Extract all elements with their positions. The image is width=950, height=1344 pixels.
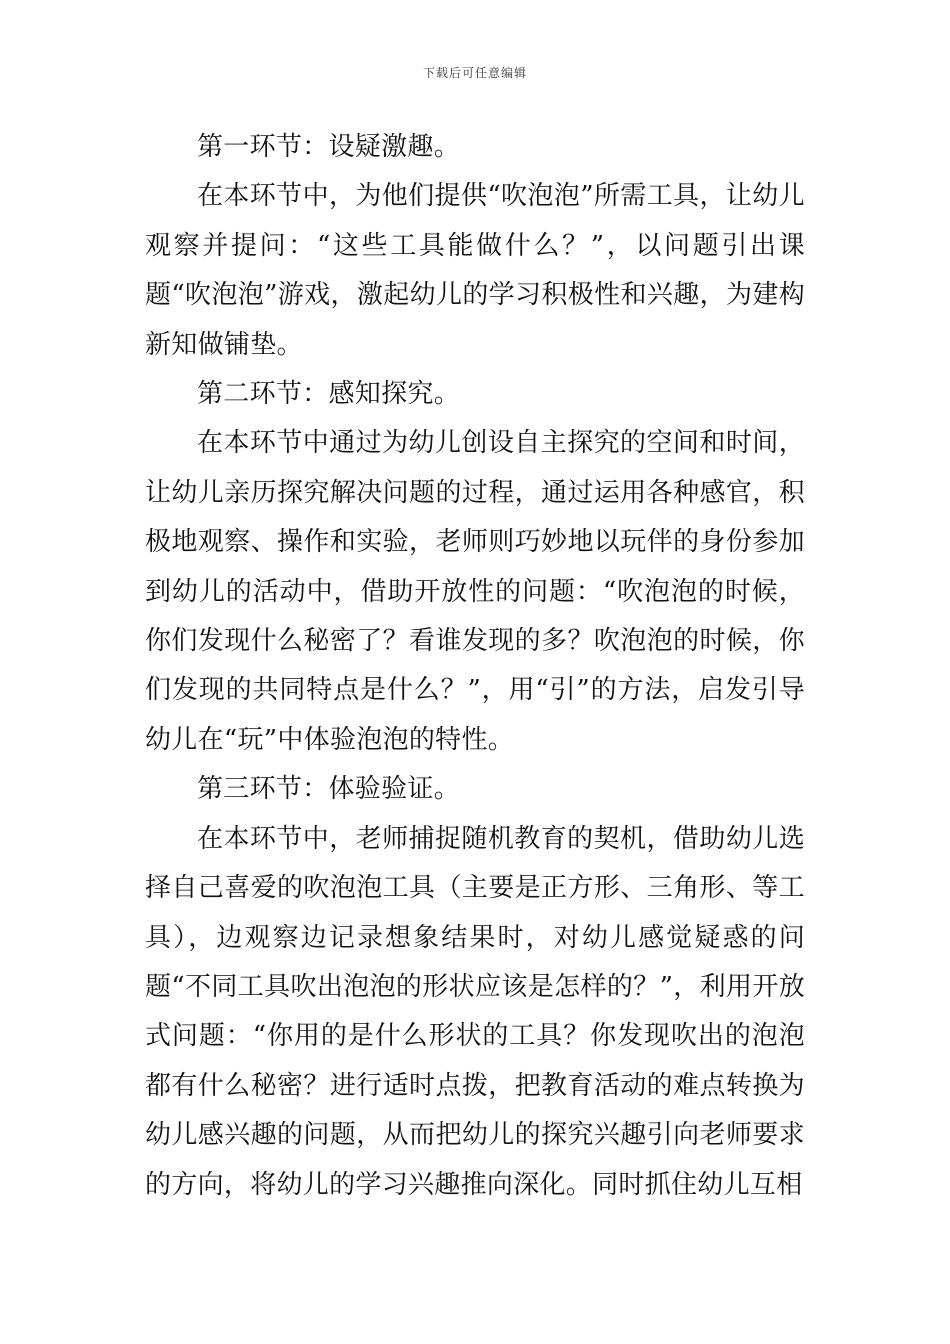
section-heading-1: 第一环节：设疑激趣。	[197, 132, 461, 162]
header-note: 下载后可任意编辑	[422, 66, 527, 80]
section-heading-2: 第二环节：感知探究。	[197, 379, 461, 410]
paragraph-3: 在本环节中，老师捕捉随机教育的契机，借助幼儿选择自己喜爱的吹泡泡工具（主要是正方形、三角形、等工具），边观察边记录想象结果时，对幼儿感觉疑惑的问题“不同工具吹出泡泡的形状应该是怎样的？”，利用开放式问题：“你用的是什么形状的工具？你发现吹出的泡泡都有什么秘密？进行适时点拨，把教育活动的难点转换为幼儿感兴趣的问题，从而把幼儿的探究兴趣引向老师要求的方向，将幼儿的学习兴趣推向深化。同时抓住幼儿互相	[145, 823, 805, 1200]
paragraph-2: 在本环节中通过为幼儿创设自主探究的空间和时间，让幼儿亲历探究解决问题的过程，通过运用各种感官，积极地观察、操作和实验，老师则巧妙地以玩伴的身份参加到幼儿的活动中，借助开放性的问题：“吹泡泡的时候，你们发现什么秘密了？看谁发现的多？吹泡泡的时候，你们发现的共同特点是什么？”，用“引”的方法，启发引导幼儿在“玩”中体验泡泡的特性。	[145, 428, 805, 755]
document-body	[145, 123, 805, 1210]
paragraph-1: 在本环节中，为他们提供“吹泡泡”所需工具，让幼儿观察并提问：“这些工具能做什么？”，以问题引出课题“吹泡泡”游戏，激起幼儿的学习积极性和兴趣，为建构新知做铺垫。	[145, 181, 805, 360]
section-heading-3: 第三环节：体验验证。	[197, 774, 461, 805]
